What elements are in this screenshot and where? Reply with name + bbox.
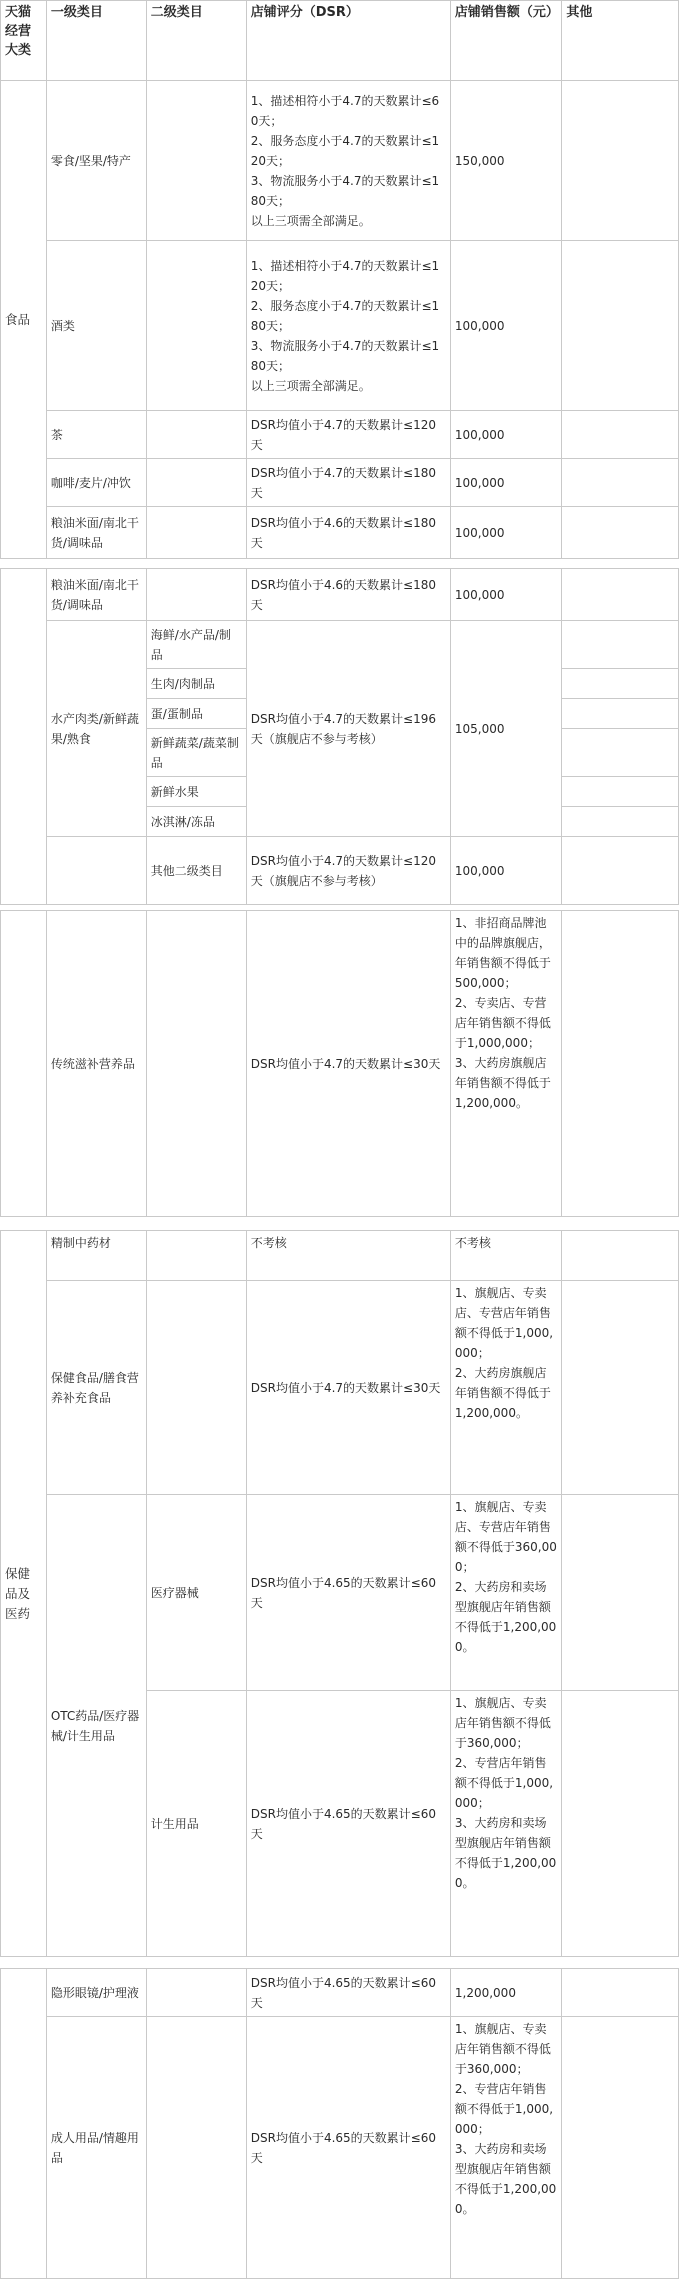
sales-cell: 100,000 bbox=[450, 241, 561, 411]
other-cell bbox=[562, 1231, 679, 1281]
level1-cell: 成人用品/情趣用品 bbox=[46, 2017, 146, 2279]
major-category-health: 保健品及医药 bbox=[1, 1231, 47, 1957]
header-level1: 一级类目 bbox=[46, 1, 146, 81]
sales-cell: 100,000 bbox=[450, 459, 561, 507]
level2-cell bbox=[146, 569, 246, 621]
major-category-empty bbox=[1, 911, 47, 1217]
sales-cell: 1,200,000 bbox=[450, 1969, 561, 2017]
table-block-fresh bbox=[0, 568, 679, 905]
dsr-cell: DSR均值小于4.7的天数累计≤120天（旗舰店不参与考核） bbox=[246, 837, 450, 905]
other-cell bbox=[562, 1969, 679, 2017]
sales-cell: 1、旗舰店、专卖店年销售额不得低于360,000； 2、专营店年销售额不得低于1,000,000； 3、大药房和卖场型旗舰店年销售额不得低于1,200,000。 bbox=[450, 1691, 561, 1957]
level1-cell: 保健食品/膳食营养补充食品 bbox=[46, 1281, 146, 1495]
major-category-empty bbox=[1, 569, 47, 905]
sales-cell: 1、非招商品牌池中的品牌旗舰店，年销售额不得低于500,000； 2、专卖店、专营店年销售额不得低于1,000,000； 3、大药房旗舰店年销售额不得低于1,200,000。 bbox=[450, 911, 561, 1217]
sales-cell: 不考核 bbox=[450, 1231, 561, 1281]
level2-cell bbox=[146, 2017, 246, 2279]
dsr-cell: DSR均值小于4.65的天数累计≤60天 bbox=[246, 2017, 450, 2279]
other-cell bbox=[562, 777, 679, 807]
table-row bbox=[1, 2017, 679, 2279]
level1-cell: OTC药品/医疗器械/计生用品 bbox=[46, 1495, 146, 1957]
table-row bbox=[1, 411, 679, 459]
level2-cell bbox=[146, 911, 246, 1217]
level2-cell: 计生用品 bbox=[146, 1691, 246, 1957]
table-row bbox=[1, 1231, 679, 1281]
level2-cell: 新鲜水果 bbox=[146, 777, 246, 807]
level1-cell: 水产肉类/新鲜蔬果/熟食 bbox=[46, 621, 146, 837]
sales-cell: 100,000 bbox=[450, 837, 561, 905]
sales-cell: 100,000 bbox=[450, 507, 561, 559]
level2-cell: 新鲜蔬菜/蔬菜制品 bbox=[146, 729, 246, 777]
table-block-other bbox=[0, 1968, 679, 2279]
level2-cell: 生肉/肉制品 bbox=[146, 669, 246, 699]
level2-cell bbox=[146, 1231, 246, 1281]
level2-cell bbox=[146, 507, 246, 559]
other-cell bbox=[562, 2017, 679, 2279]
table-row bbox=[1, 507, 679, 559]
sales-cell: 105,000 bbox=[450, 621, 561, 837]
level1-cell: 传统滋补营养品 bbox=[46, 911, 146, 1217]
table-block-tonic bbox=[0, 910, 679, 1217]
sales-cell: 1、旗舰店、专卖店、专营店年销售额不得低于360,000； 2、大药房和卖场型旗舰店年销售额不得低于1,200,000。 bbox=[450, 1495, 561, 1691]
sales-cell: 100,000 bbox=[450, 569, 561, 621]
sales-cell: 150,000 bbox=[450, 81, 561, 241]
other-cell bbox=[562, 837, 679, 905]
other-cell bbox=[562, 699, 679, 729]
header-row bbox=[1, 1, 679, 81]
table-row bbox=[1, 1969, 679, 2017]
dsr-cell: DSR均值小于4.65的天数累计≤60天 bbox=[246, 1691, 450, 1957]
level2-cell bbox=[146, 459, 246, 507]
table-row bbox=[1, 459, 679, 507]
level1-cell: 茶 bbox=[46, 411, 146, 459]
level1-cell: 零食/坚果/特产 bbox=[46, 81, 146, 241]
dsr-cell: 1、描述相符小于4.7的天数累计≤120天； 2、服务态度小于4.7的天数累计≤180天； 3、物流服务小于4.7的天数累计≤180天； 以上三项需全部满足。 bbox=[246, 241, 450, 411]
table-row bbox=[1, 911, 679, 1217]
table-row bbox=[1, 569, 679, 621]
other-cell bbox=[562, 911, 679, 1217]
table-row bbox=[1, 241, 679, 411]
level1-cell: 酒类 bbox=[46, 241, 146, 411]
level1-cell: 咖啡/麦片/冲饮 bbox=[46, 459, 146, 507]
header-tmall-category: 天猫经营大类 bbox=[1, 1, 47, 81]
other-cell bbox=[562, 621, 679, 669]
other-cell bbox=[562, 669, 679, 699]
other-cell bbox=[562, 1281, 679, 1495]
level2-cell: 冰淇淋/冻品 bbox=[146, 807, 246, 837]
header-sales: 店铺销售额（元） bbox=[450, 1, 561, 81]
level2-cell: 其他二级类目 bbox=[146, 837, 246, 905]
table-row bbox=[1, 1495, 679, 1691]
other-cell bbox=[562, 807, 679, 837]
other-cell bbox=[562, 729, 679, 777]
level2-cell: 蛋/蛋制品 bbox=[146, 699, 246, 729]
level1-cell: 隐形眼镜/护理液 bbox=[46, 1969, 146, 2017]
dsr-cell: DSR均值小于4.6的天数累计≤180天 bbox=[246, 569, 450, 621]
sales-cell: 1、旗舰店、专卖店年销售额不得低于360,000； 2、专营店年销售额不得低于1,000,000； 3、大药房和卖场型旗舰店年销售额不得低于1,200,000。 bbox=[450, 2017, 561, 2279]
dsr-cell: DSR均值小于4.65的天数累计≤60天 bbox=[246, 1969, 450, 2017]
dsr-cell: DSR均值小于4.7的天数累计≤30天 bbox=[246, 911, 450, 1217]
sales-cell: 100,000 bbox=[450, 411, 561, 459]
table-block-food bbox=[0, 0, 679, 559]
dsr-cell: 1、描述相符小于4.7的天数累计≤60天； 2、服务态度小于4.7的天数累计≤120天； 3、物流服务小于4.7的天数累计≤180天； 以上三项需全部满足。 bbox=[246, 81, 450, 241]
dsr-cell: DSR均值小于4.7的天数累计≤30天 bbox=[246, 1281, 450, 1495]
level2-cell bbox=[146, 1281, 246, 1495]
table-row bbox=[1, 1281, 679, 1495]
other-cell bbox=[562, 241, 679, 411]
level2-cell: 医疗器械 bbox=[146, 1495, 246, 1691]
table-row bbox=[1, 81, 679, 241]
level2-cell bbox=[146, 81, 246, 241]
level2-cell bbox=[146, 1969, 246, 2017]
level1-cell: 粮油米面/南北干货/调味品 bbox=[46, 507, 146, 559]
other-cell bbox=[562, 81, 679, 241]
table-block-health bbox=[0, 1230, 679, 1957]
level1-cell: 粮油米面/南北干货/调味品 bbox=[46, 569, 146, 621]
table-row bbox=[1, 621, 679, 669]
other-cell bbox=[562, 459, 679, 507]
header-dsr: 店铺评分（DSR） bbox=[246, 1, 450, 81]
other-cell bbox=[562, 1495, 679, 1691]
sales-cell: 1、旗舰店、专卖店、专营店年销售额不得低于1,000,000； 2、大药房旗舰店年销售额不得低于1,200,000。 bbox=[450, 1281, 561, 1495]
header-level2: 二级类目 bbox=[146, 1, 246, 81]
dsr-cell: DSR均值小于4.6的天数累计≤180天 bbox=[246, 507, 450, 559]
table-row bbox=[1, 837, 679, 905]
dsr-cell: DSR均值小于4.65的天数累计≤60天 bbox=[246, 1495, 450, 1691]
other-cell bbox=[562, 569, 679, 621]
level2-cell bbox=[146, 241, 246, 411]
major-category-food: 食品 bbox=[1, 81, 47, 559]
major-category-empty bbox=[1, 1969, 47, 2279]
dsr-cell: 不考核 bbox=[246, 1231, 450, 1281]
level1-cell bbox=[46, 837, 146, 905]
dsr-cell: DSR均值小于4.7的天数累计≤180天 bbox=[246, 459, 450, 507]
level1-cell: 精制中药材 bbox=[46, 1231, 146, 1281]
level2-cell: 海鲜/水产品/制品 bbox=[146, 621, 246, 669]
level2-cell bbox=[146, 411, 246, 459]
other-cell bbox=[562, 507, 679, 559]
other-cell bbox=[562, 1691, 679, 1957]
other-cell bbox=[562, 411, 679, 459]
dsr-cell: DSR均值小于4.7的天数累计≤120天 bbox=[246, 411, 450, 459]
header-other: 其他 bbox=[562, 1, 679, 81]
dsr-cell: DSR均值小于4.7的天数累计≤196天（旗舰店不参与考核） bbox=[246, 621, 450, 837]
